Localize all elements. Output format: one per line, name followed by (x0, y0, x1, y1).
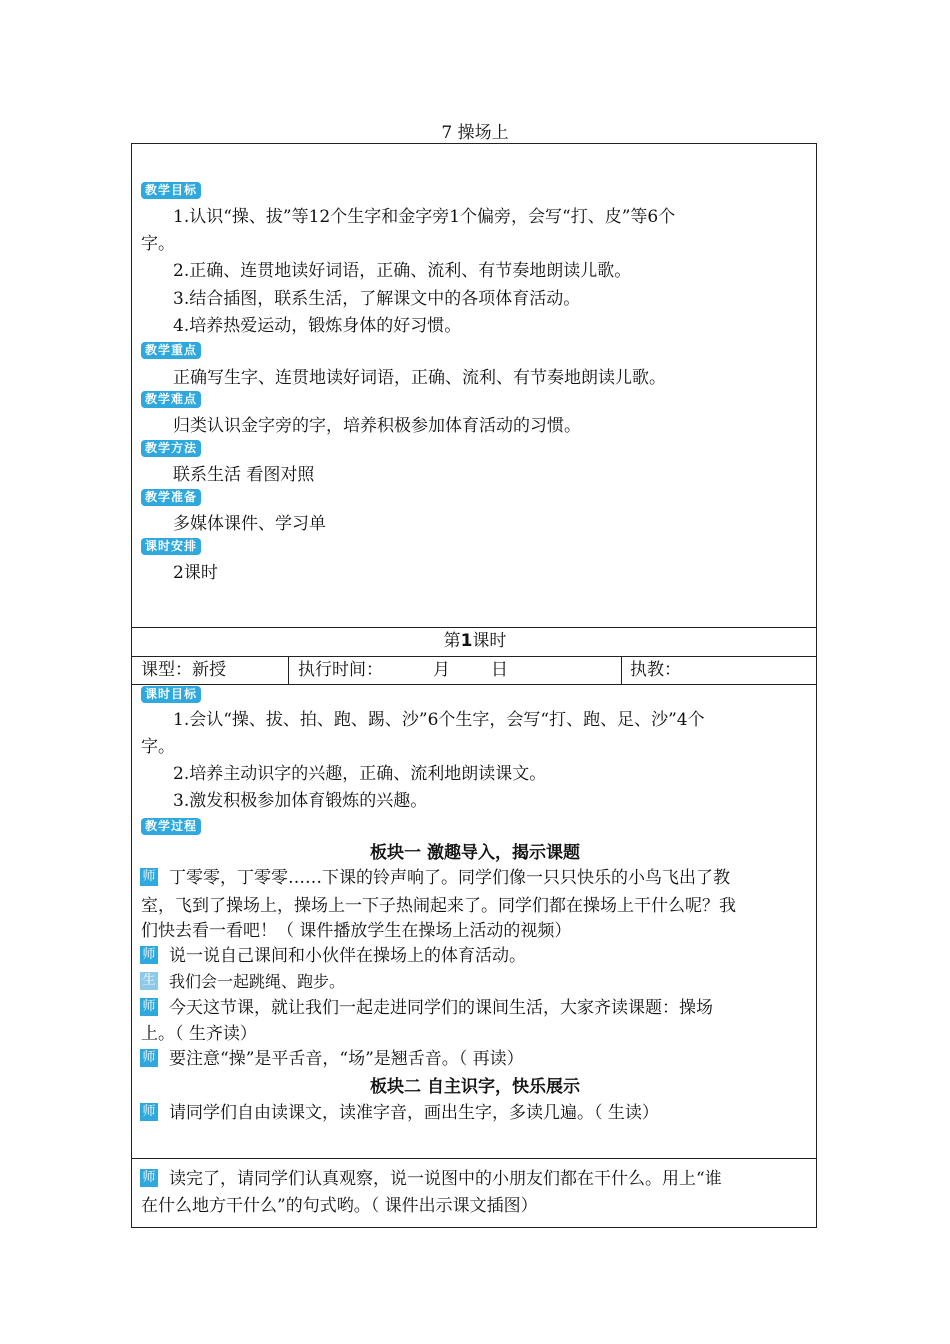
section-heading: 板块一 激趣导入，揭示课题 (370, 843, 580, 863)
teacher-icon: 师 (140, 868, 158, 886)
day-label: 日 (491, 660, 508, 680)
process-text: 要注意“操”是平舌音，“场”是翘舌音。（ 再读） (169, 1049, 524, 1069)
badge-difficulties: 教学难点 (141, 391, 201, 408)
prep-text: 多媒体课件、学习单 (173, 514, 326, 534)
lesson-goal-text: 2.培养主动识字的兴趣，正确、流利地朗读课文。 (173, 764, 547, 784)
page-title: 7 操场上 (441, 123, 509, 143)
teacher-icon: 师 (140, 1103, 158, 1121)
process-text: 上。（ 生齐读） (141, 1024, 257, 1044)
lesson-type: 课型：新授 (141, 660, 226, 680)
goal-text: 1.认识“操、拔”等12个生字和金字旁1个偏旁，会写“打、皮”等6个 (173, 207, 676, 227)
teacher-icon: 师 (140, 946, 158, 964)
lesson-heading-post: 课时 (472, 631, 507, 651)
lesson-heading (0, 629, 950, 653)
badge-method: 教学方法 (141, 440, 201, 457)
goal-text: 3.结合插图，联系生活，了解课文中的各项体育活动。 (173, 289, 581, 309)
divider (288, 656, 289, 684)
badge-schedule: 课时安排 (141, 538, 201, 555)
teacher-icon: 师 (140, 1049, 158, 1067)
process-text: 请同学们自由读课文，读准字音，画出生字，多读几遍。（ 生读） (169, 1103, 659, 1123)
section-heading: 板块二 自主识字，快乐展示 (370, 1077, 580, 1097)
teacher-icon: 师 (140, 1169, 158, 1187)
divider (131, 684, 817, 685)
lesson-goal-text: 3.激发积极参加体育锻炼的兴趣。 (173, 791, 428, 811)
badge-key-points: 教学重点 (141, 342, 201, 359)
badge-lesson-goals: 课时目标 (141, 686, 201, 703)
student-icon: 生 (140, 972, 158, 990)
schedule-text: 2课时 (173, 563, 218, 583)
badge-preparation: 教学准备 (141, 489, 201, 506)
divider (131, 1158, 817, 1159)
goal-text: 2.正确、连贯地读好词语，正确、流利、有节奏地朗读儿歌。 (173, 261, 632, 281)
process-text: 读完了，请同学们认真观察，说一说图中的小朋友们都在干什么。用上“谁 (169, 1169, 722, 1189)
process-text: 们快去看一看吧！（ 课件播放学生在操场上活动的视频） (141, 921, 572, 941)
divider (131, 656, 817, 657)
process-text: 我们会一起跳绳、跑步。 (169, 972, 346, 991)
lesson-goal-text: 1.会认“操、拔、拍、跑、踢、沙”6个生字，会写“打、跑、足、沙”4个 (173, 710, 705, 730)
teacher-label: 执教： (630, 660, 681, 680)
divider (131, 627, 817, 628)
lesson-goal-text: 字。 (141, 737, 175, 757)
lesson-heading-num: 1 (460, 631, 473, 651)
process-text: 说一说自己课间和小伙伴在操场上的体育活动。 (169, 946, 526, 966)
badge-process: 教学过程 (141, 818, 201, 835)
process-text: 今天这节课，就让我们一起走进同学们的课间生活，大家齐读课题：操场 (169, 998, 713, 1018)
month-label: 月 (433, 660, 450, 680)
divider (621, 656, 622, 684)
lesson-heading-pre: 第 (443, 631, 461, 651)
exec-time-label: 执行时间： (298, 660, 383, 680)
goal-text: 4.培养热爱运动，锻炼身体的好习惯。 (173, 316, 462, 336)
goal-text: 字。 (141, 234, 175, 254)
difficulty-text: 归类认识金字旁的字，培养积极参加体育活动的习惯。 (173, 416, 581, 436)
process-text: 丁零零，丁零零……下课的铃声响了。同学们像一只只快乐的小鸟飞出了教 (169, 868, 730, 888)
badge-teaching-goals: 教学目标 (141, 182, 201, 199)
process-text: 在什么地方干什么”的句式哟。（ 课件出示课文插图） (141, 1196, 538, 1216)
key-text: 正确写生字、连贯地读好词语，正确、流利、有节奏地朗读儿歌。 (173, 368, 666, 388)
process-text: 室，飞到了操场上，操场上一下子热闹起来了。同学们都在操场上干什么呢？我 (141, 896, 736, 916)
teacher-icon: 师 (140, 998, 158, 1016)
method-text: 联系生活 看图对照 (173, 465, 315, 485)
